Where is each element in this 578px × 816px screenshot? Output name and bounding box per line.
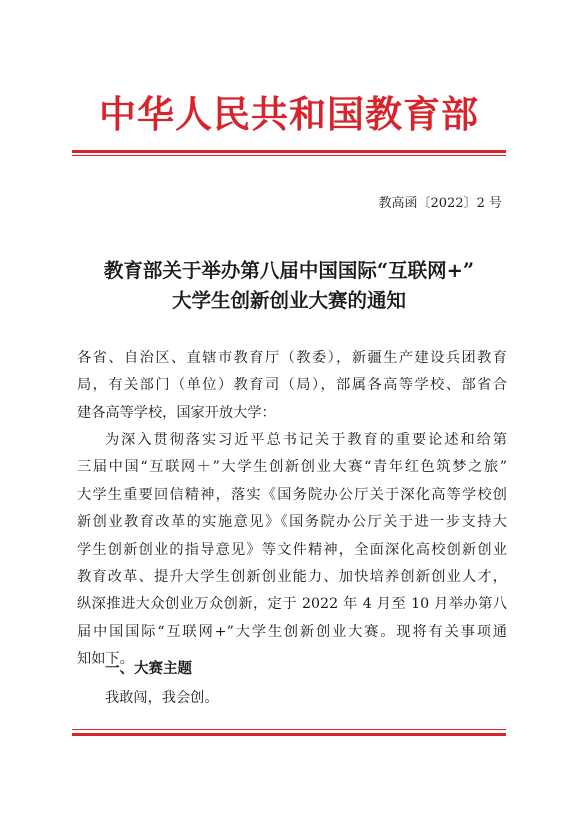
section-heading: 一、大赛主题 bbox=[105, 660, 192, 677]
paragraph-line: 学生创新创业的指导意见》等文件精神，全面深化高校创新创业 bbox=[77, 541, 507, 558]
header-rule-thick-line bbox=[72, 150, 506, 153]
paragraph-line: 知如下。 bbox=[77, 651, 134, 668]
paragraph-line: 教育改革、提升大学生创新创业能力、加快培养创新创业人才， bbox=[77, 569, 507, 586]
document-title-line-2: 大学生创新创业大赛的通知 bbox=[171, 289, 406, 312]
paragraph-line: 为深入贯彻落实习近平总书记关于教育的重要论述和给第 bbox=[105, 432, 507, 448]
section-body: 我敢闯，我会创。 bbox=[105, 690, 219, 706]
addressee-block bbox=[77, 345, 507, 427]
footer-rule-thin-line bbox=[72, 729, 506, 730]
paragraph-line: 新创业教育改革的实施意见》《国务院办公厅关于进一步支持大 bbox=[77, 514, 507, 531]
paragraph-line: 届中国国际“互联网+”大学生创新创业大赛。现将有关事项通 bbox=[77, 623, 507, 640]
paragraph-line: 纵深推进大众创业万众创新，定于 2022 年 4 月至 10 月举办第八 bbox=[77, 596, 507, 613]
addressee-line: 各省、自治区、直辖市教育厅（教委），新疆生产建设兵团教育 bbox=[77, 350, 507, 366]
issuing-authority-header: 中华人民共和国教育部 bbox=[99, 92, 479, 136]
paragraph-line: 三届中国“互联网＋”大学生创新创业大赛“青年红色筑梦之旅” bbox=[77, 459, 507, 476]
header-red-rule bbox=[72, 150, 506, 157]
footer-rule-thick-line bbox=[72, 733, 506, 736]
document-number: 教高函〔2022〕2 号 bbox=[378, 196, 502, 211]
body-paragraph bbox=[77, 427, 507, 674]
paragraph-line: 大学生重要回信精神，落实《国务院办公厅关于深化高等学校创 bbox=[77, 486, 507, 503]
footer-red-rule bbox=[72, 729, 506, 736]
header-rule-thin-line bbox=[72, 155, 506, 156]
addressee-line: 建各高等学校，国家开放大学： bbox=[77, 404, 276, 421]
addressee-line: 局，有关部门（单位）教育司（局），部属各高等学校、部省合 bbox=[77, 377, 507, 394]
document-title-line-1: 教育部关于举办第八届中国国际“互联网+” bbox=[103, 259, 475, 282]
